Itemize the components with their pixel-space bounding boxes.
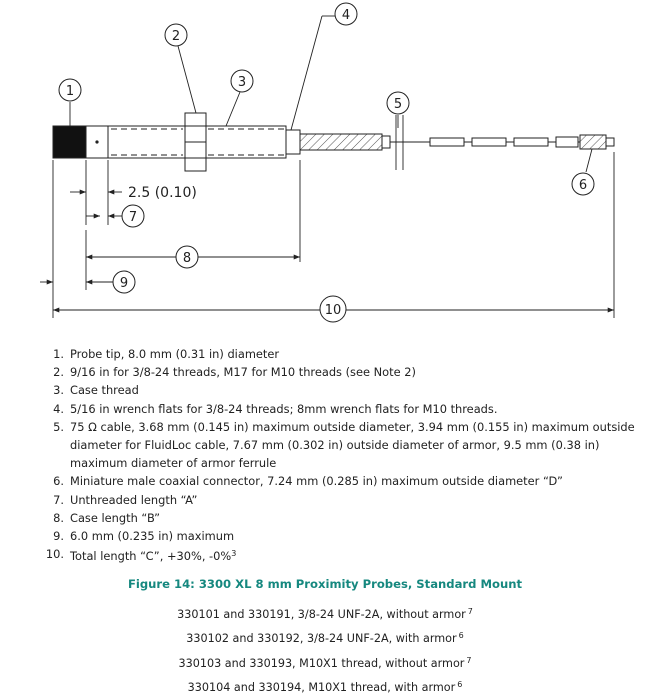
note-text: Probe tip, 8.0 mm (0.31 in) diameter — [70, 347, 280, 361]
note-item — [44, 363, 644, 381]
note-item — [44, 491, 644, 509]
model-note-ref: 7 — [467, 607, 473, 616]
coax-connector — [580, 135, 606, 149]
note-text: Case thread — [70, 383, 139, 398]
callout-3-label: 3 — [237, 75, 247, 90]
model-text: 330102 and 330192, 3/8-24 UNF-2A, with armor — [186, 632, 457, 646]
note-text: Unthreaded length “A” — [70, 492, 198, 507]
callout-5-label: 5 — [393, 97, 403, 112]
note-text: Case length “B” — [70, 510, 161, 525]
callout-8-label: 8 — [182, 251, 192, 266]
callout-1-label: 1 — [65, 84, 75, 99]
note-item — [44, 381, 644, 399]
probe-tip — [53, 126, 86, 158]
callout-9-label: 9 — [119, 276, 129, 291]
note-text: 9/16 in for 3/8-24 threads, M17 for M10 threads (see Note 2) — [70, 365, 416, 380]
note-item — [44, 472, 644, 490]
model-note-ref: 6 — [458, 631, 464, 641]
callout-10-label: 10 — [324, 303, 342, 318]
note-number: 3. — [53, 383, 64, 398]
model-text: 330103 and 330193, M10X1 thread, without armor — [178, 656, 465, 670]
notes-list — [44, 345, 644, 565]
model-line — [0, 674, 650, 698]
note-number: 1. — [53, 347, 64, 361]
note-number: 2. — [53, 365, 64, 380]
note-text: 6.0 mm (0.235 in) maximum — [70, 529, 235, 544]
probe-body — [53, 113, 614, 171]
case — [108, 126, 185, 158]
armor — [300, 134, 382, 150]
callout-4-label: 4 — [341, 8, 351, 23]
note-item — [44, 545, 644, 565]
note-number: 10. — [45, 547, 64, 562]
model-list — [0, 601, 650, 699]
note-text: 75 Ω cable, 3.68 mm (0.145 in) maximum outside diameter, 3.94 mm (0.155 in) maximum outside diameter for FluidLoc cable, 7.67 mm (0.302 in) outside diameter of armor, 9.5 mm (0.38 in) maximum diameter of armor ferrule — [70, 419, 635, 471]
note-item — [44, 527, 644, 545]
callout-7-label: 7 — [128, 210, 138, 225]
note-item — [44, 418, 644, 473]
callout-2-label: 2 — [171, 29, 181, 44]
note-number: 7. — [53, 492, 64, 507]
note-text: Miniature male coaxial connector, 7.24 mm (0.285 in) maximum outside diameter “D” — [70, 474, 563, 489]
model-line — [0, 601, 650, 625]
tip-dot — [95, 140, 98, 143]
note-number: 4. — [53, 401, 64, 416]
model-line — [0, 625, 650, 649]
note-item — [44, 400, 644, 418]
note-number: 6. — [53, 474, 64, 489]
armor-ferrule — [286, 130, 300, 154]
callout-6-label: 6 — [578, 178, 588, 193]
model-text: 330104 and 330194, M10X1 thread, with armor — [187, 681, 456, 695]
figure-caption: Figure 14: 3300 XL 8 mm Proximity Probes, Standard Mount — [127, 577, 523, 591]
note-item — [44, 509, 644, 527]
note-number: 9. — [53, 529, 64, 544]
callouts — [59, 3, 594, 322]
model-text: 330101 and 330191, 3/8-24 UNF-2A, without armor — [177, 608, 466, 621]
armor-end — [382, 136, 390, 148]
note-number: 5. — [53, 419, 64, 434]
model-note-ref: 7 — [466, 655, 472, 665]
tip-dimension-label: 2.5 (0.10) — [128, 185, 197, 201]
note-number: 8. — [53, 510, 64, 525]
note-item — [44, 345, 644, 363]
case-rear — [206, 126, 286, 158]
note-text: Total length “C”, +30%, -0% — [70, 549, 232, 564]
model-note-ref: 6 — [457, 680, 463, 690]
note-text: 5/16 in wrench flats for 3/8-24 threads; 8mm wrench flats for M10 threads. — [70, 401, 498, 416]
model-line — [0, 650, 650, 674]
note-superscript: 3 — [231, 549, 237, 559]
probe-drawing — [0, 0, 650, 330]
